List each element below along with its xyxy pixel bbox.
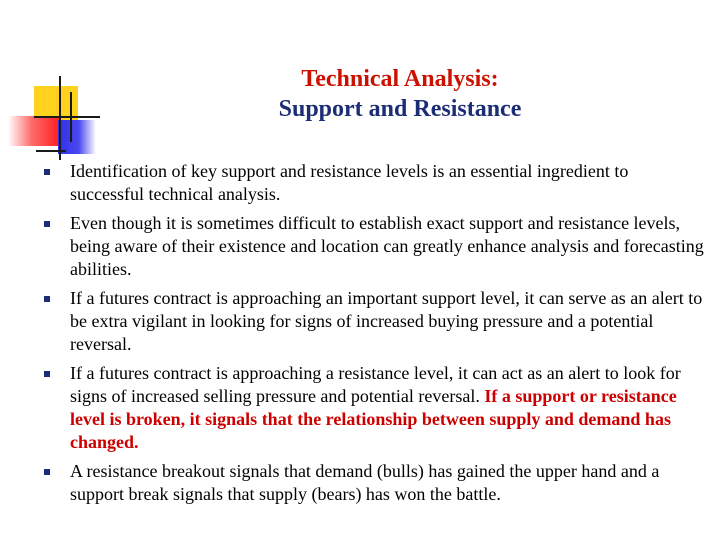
slide-title-line-2: Support and Resistance: [278, 96, 522, 122]
bullet-text: Identification of key support and resistance levels is an essential ingredient to successful technical analysis.: [70, 161, 629, 204]
bullet-text: Even though it is sometimes difficult to establish exact support and resistance levels, being aware of their existence and location can greatly enhance analysis and forecasting abilities.: [70, 213, 704, 279]
square-bullet-icon: [44, 296, 50, 302]
bullet-item: [34, 362, 706, 454]
square-bullet-icon: [44, 169, 50, 175]
decorative-logo-graphic: [0, 0, 110, 170]
square-bullet-icon: [44, 371, 50, 377]
bullet-text: A resistance breakout signals that demand (bulls) has gained the upper hand and a support break signals that supply (bears) has won the battle.: [70, 461, 660, 504]
bullet-text: If a futures contract is approaching a resistance level, it can act as an alert to look for signs of increased selling pressure and potential reversal.: [70, 363, 681, 406]
blue-gradient-square-shape: [58, 120, 96, 154]
square-bullet-icon: [44, 469, 50, 475]
bullet-item: [34, 160, 706, 206]
bullet-item: [34, 212, 706, 281]
red-gradient-bar-shape: [8, 116, 60, 146]
slide-title: [200, 64, 600, 124]
horizontal-line-shape: [36, 150, 66, 152]
bullet-text: If a futures contract is approaching an important support level, it can serve as an alert to be extra vigilant in looking for signs of increased buying pressure and a potential reversal.: [70, 288, 703, 354]
vertical-line-shape: [59, 76, 61, 160]
bullet-item: [34, 287, 706, 356]
bullet-list: [34, 160, 706, 512]
bullet-item: [34, 460, 706, 506]
slide-title-line-1: Technical Analysis:: [301, 66, 499, 92]
horizontal-line-shape: [34, 116, 100, 118]
bullet-emphasis-text: If a support or resistance level is broken, it signals that the relationship between supply and demand has changed.: [70, 386, 677, 452]
square-bullet-icon: [44, 221, 50, 227]
